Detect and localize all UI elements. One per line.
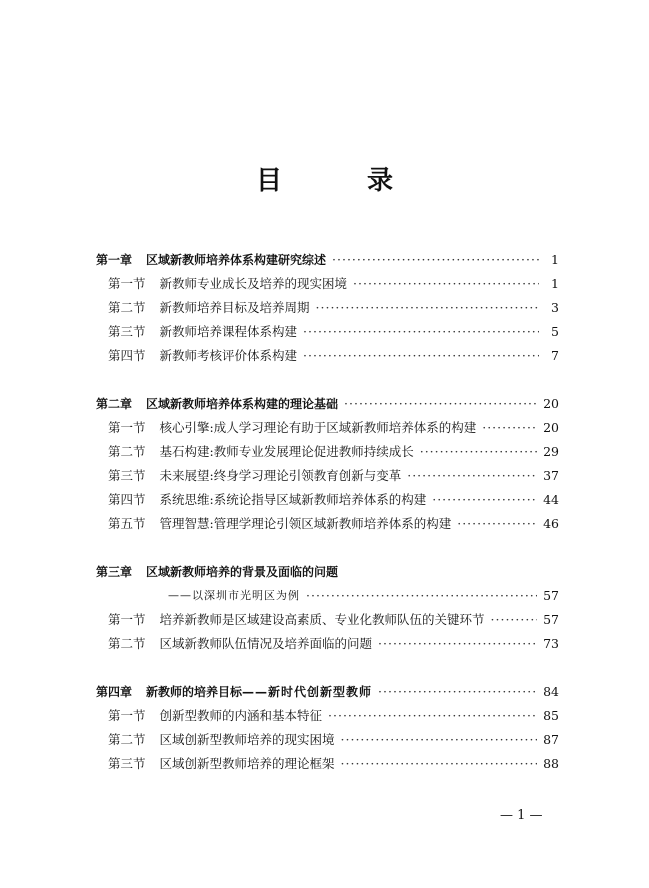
section-title: 基石构建:教师专业发展理论促进教师持续成长: [159, 444, 414, 459]
dot-leader: [378, 636, 537, 652]
chapter-label: 第四章: [96, 685, 133, 699]
section-label: 第一节: [108, 612, 146, 627]
dot-leader: [457, 516, 537, 532]
dot-leader: [306, 588, 537, 604]
page-number: 3: [551, 300, 559, 315]
toc-section[interactable]: [108, 272, 559, 292]
page-number: 1: [551, 276, 559, 291]
section-title: 未来展望:终身学习理论引领教育创新与变革: [159, 468, 402, 483]
dot-leader: [303, 348, 539, 364]
dot-leader: [378, 684, 537, 700]
page-number: 37: [543, 468, 559, 483]
dot-leader: [341, 756, 538, 772]
section-title: 新教师专业成长及培养的现实困境: [159, 276, 348, 291]
toc-section[interactable]: [108, 344, 559, 364]
section-title: 区域创新型教师培养的现实困境: [159, 732, 335, 747]
dot-leader: [432, 492, 537, 508]
section-title: 新教师考核评价体系构建: [159, 348, 298, 363]
toc-section[interactable]: [108, 752, 559, 772]
toc-chapter-3[interactable]: [96, 560, 559, 580]
page-number: 88: [543, 756, 559, 771]
page-number: 57: [543, 612, 559, 627]
dot-leader: [332, 252, 539, 268]
section-label: 第二节: [108, 732, 146, 747]
toc-section[interactable]: [108, 440, 559, 460]
dot-leader: [407, 468, 537, 484]
toc-heading: 目 录: [255, 166, 432, 196]
section-label: 第三节: [108, 324, 146, 339]
page-number: 20: [543, 396, 559, 411]
toc-chapter-2[interactable]: [96, 392, 559, 412]
dot-leader: [420, 444, 537, 460]
dot-leader: [328, 708, 537, 724]
section-title: 管理智慧:管理学理论引领区域新教师培养体系的构建: [159, 516, 452, 531]
section-label: 第五节: [108, 516, 146, 531]
toc-section[interactable]: [108, 320, 559, 340]
section-title: 核心引擎:成人学习理论有助于区域新教师培养体系的构建: [159, 420, 477, 435]
page-footer-number: — 1 —: [500, 808, 543, 823]
dot-leader: [341, 732, 538, 748]
section-title: 系统思维:系统论指导区域新教师培养体系的构建: [159, 492, 427, 507]
page-number: 46: [543, 516, 559, 531]
page-number: 85: [543, 708, 559, 723]
toc-chapter-4[interactable]: [96, 680, 559, 700]
section-title: 新教师培养目标及培养周期: [159, 300, 310, 315]
section-label: 第四节: [108, 492, 146, 507]
page-number: 84: [543, 684, 559, 699]
page-number: 87: [543, 732, 559, 747]
toc-section[interactable]: [108, 728, 559, 748]
section-title: 区域新教师队伍情况及培养面临的问题: [159, 636, 373, 651]
toc-section[interactable]: [108, 464, 559, 484]
dot-leader: [303, 324, 539, 340]
chapter-subtitle: ——新时代创新型教师: [242, 685, 373, 699]
section-label: 第一节: [108, 420, 146, 435]
dot-leader: [491, 612, 538, 628]
chapter-title: 区域新教师培养体系构建的理论基础: [146, 397, 339, 411]
chapter-label: 第三章: [96, 565, 133, 579]
page-number: 44: [543, 492, 559, 507]
page-number: 20: [543, 420, 559, 435]
section-label: 第一节: [108, 708, 146, 723]
page-number: 29: [543, 444, 559, 459]
toc-section[interactable]: [108, 632, 559, 652]
chapter-label: 第一章: [96, 253, 133, 267]
toc-section[interactable]: [108, 512, 559, 532]
section-label: 第二节: [108, 444, 146, 459]
toc-section[interactable]: [108, 416, 559, 436]
chapter-title: 区域新教师培养体系构建研究综述: [146, 253, 327, 267]
toc-section[interactable]: [108, 608, 559, 628]
page-number: 57: [543, 588, 559, 603]
toc-chapter-1[interactable]: [96, 248, 559, 268]
page-number: 7: [551, 348, 559, 363]
dot-leader: [344, 396, 537, 412]
chapter-label: 第二章: [96, 397, 133, 411]
section-title: 培养新教师是区域建设高素质、专业化教师队伍的关键环节: [159, 612, 485, 627]
chapter-title: 新教师的培养目标: [146, 685, 243, 699]
toc-chapter-3-subtitle[interactable]: [168, 584, 559, 604]
page-number: 73: [543, 636, 559, 651]
dot-leader: [353, 276, 539, 292]
chapter-subtitle: ——以深圳市光明区为例: [168, 589, 300, 602]
dot-leader: [482, 420, 537, 436]
section-title: 新教师培养课程体系构建: [159, 324, 298, 339]
section-label: 第二节: [108, 300, 146, 315]
section-label: 第三节: [108, 756, 146, 771]
section-label: 第二节: [108, 636, 146, 651]
section-label: 第三节: [108, 468, 146, 483]
toc-section[interactable]: [108, 296, 559, 316]
page-number: 1: [551, 252, 559, 267]
page-number: 5: [551, 324, 559, 339]
section-label: 第四节: [108, 348, 146, 363]
toc-section[interactable]: [108, 488, 559, 508]
section-title: 区域创新型教师培养的理论框架: [159, 756, 335, 771]
section-title: 创新型教师的内涵和基本特征: [159, 708, 323, 723]
toc-section[interactable]: [108, 704, 559, 724]
section-label: 第一节: [108, 276, 146, 291]
chapter-title: 区域新教师培养的背景及面临的问题: [146, 565, 339, 579]
dot-leader: [316, 300, 539, 316]
